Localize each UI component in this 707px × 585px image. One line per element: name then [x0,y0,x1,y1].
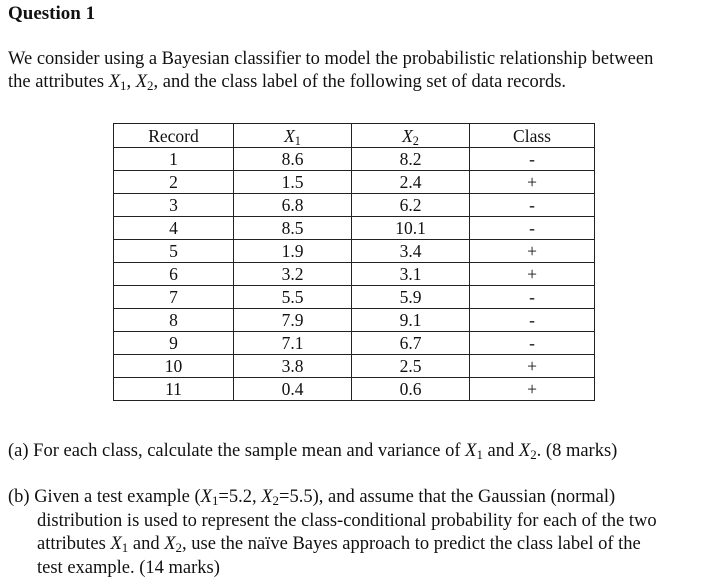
part-b-line-2: distribution is used to represent the class-conditional probability for each of the two [37,510,657,531]
cell-x1: 6.8 [234,194,352,217]
header-record: Record [114,124,234,148]
cell-class: - [470,309,595,332]
table-row [114,332,595,355]
cell-class: - [470,194,595,217]
cell-class: - [470,217,595,240]
cell-x2: 9.1 [352,309,470,332]
intro-line-1: We consider using a Bayesian classifier to model the probabilistic relationship between [8,49,654,69]
header-x2: $X_2$ [352,124,470,148]
table-row [114,263,595,286]
cell-record: 5 [114,240,234,263]
cell-x1: 3.2 [234,263,352,286]
cell-x2: 8.2 [352,148,470,171]
table-row [114,148,595,171]
cell-class: - [470,148,595,171]
question-part-b [8,486,704,580]
question-part-a: (a) For each class, calculate the sample mean and variance of $X_1$ and $X_2$. (8 marks) [8,441,618,462]
cell-class: - [470,332,595,355]
cell-x2: 3.4 [352,240,470,263]
cell-x2: 2.4 [352,171,470,194]
table-row [114,355,595,378]
cell-record: 6 [114,263,234,286]
table-row [114,286,595,309]
cell-record: 8 [114,309,234,332]
cell-x2: 6.2 [352,194,470,217]
intro-paragraph [8,48,704,94]
part-b-line-4: test example. (14 marks) [37,557,220,578]
table-header-row [114,124,595,148]
cell-x1: 7.9 [234,309,352,332]
cell-class: - [470,286,595,309]
table-row [114,378,595,401]
cell-class: + [470,378,595,401]
cell-record: 1 [114,148,234,171]
cell-x1: 5.5 [234,286,352,309]
header-x1: $X_1$ [234,124,352,148]
cell-record: 7 [114,286,234,309]
intro-line-2: the attributes $X_1$, $X_2$, and the class label of the following set of data records. [8,72,567,93]
table-row [114,240,595,263]
cell-record: 11 [114,378,234,401]
cell-x1: 8.5 [234,217,352,240]
data-records-table [113,123,595,401]
cell-x2: 10.1 [352,217,470,240]
table-row [114,194,595,217]
cell-class: + [470,240,595,263]
cell-x1: 8.6 [234,148,352,171]
cell-class: + [470,171,595,194]
question-title: Question 1 [8,3,96,24]
cell-x2: 3.1 [352,263,470,286]
cell-class: + [470,263,595,286]
cell-x2: 5.9 [352,286,470,309]
cell-x1: 1.5 [234,171,352,194]
cell-record: 2 [114,171,234,194]
cell-x1: 3.8 [234,355,352,378]
cell-x1: 1.9 [234,240,352,263]
cell-x2: 2.5 [352,355,470,378]
table-row [114,171,595,194]
cell-x1: 0.4 [234,378,352,401]
table-body [114,148,595,401]
table-row [114,217,595,240]
part-b-line-1: (b) Given a test example ($X_1=5.2$, $X_2=5.5$), and assume that the Gaussian (normal) [8,487,616,508]
cell-record: 10 [114,355,234,378]
cell-x1: 7.1 [234,332,352,355]
cell-x2: 6.7 [352,332,470,355]
header-class: Class [470,124,595,148]
table-row [114,309,595,332]
cell-record: 9 [114,332,234,355]
part-b-line-3: attributes $X_1$ and $X_2$, use the naïve Bayes approach to predict the class label of the [37,534,641,555]
cell-x2: 0.6 [352,378,470,401]
cell-class: + [470,355,595,378]
cell-record: 4 [114,217,234,240]
cell-record: 3 [114,194,234,217]
